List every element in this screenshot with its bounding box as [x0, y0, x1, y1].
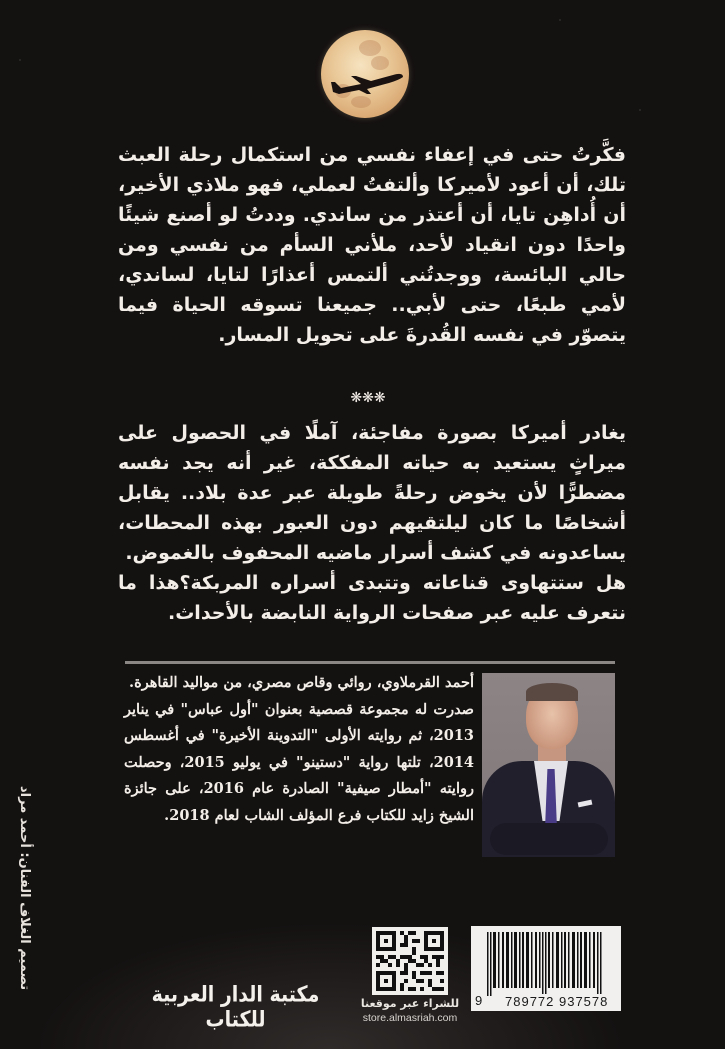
isbn-barcode [471, 926, 621, 1011]
publisher-logo: مكتبة الدار العربية للكتاب [151, 981, 320, 1033]
blurb-paragraph-2: يغادر أميركا بصورة مفاجئة، آملًا في الحصول على ميراثٍ يستعيد به حياته المفككة، غير أنه يجد نفسه مضطرًّا لأن يخوض رحلةً طويلة عبر عدة بلاد.. يقابل أشخاصًا ما كان ليلتقيهم دون العبور بهذه المحطات، يساعدونه في كشف أسرار ماضيه المحفوف بالغموض. [118, 422, 626, 564]
divider-line [125, 661, 615, 664]
author-bio-line-1: أحمد القرملاوي، روائي وقاص مصري، من مواليد القاهرة. [129, 674, 474, 691]
airplane-icon [321, 30, 409, 118]
author-bio-line-2: صدرت له مجموعة قصصية بعنوان "أول عباس" في يناير 2013، ثم روايته الأولى "التدوينة الأخيرة" في أغسطس 2014، تلتها رواية "دستينو" في يوليو 2015، وحصلت روايته "أمطار صيفية" الصادرة عام 2016، على جائزة الشيخ زايد للكتاب فرع المؤلف الشاب لعام 2018. [124, 700, 474, 824]
blurb-paragraph-1: فكَّرتُ حتى في إعفاء نفسي من استكمال رحلة العبث تلك، أن أعود لأميركا وألتفتُ لعملي، فهو ملاذي الأخير، أن أُداهِن تايا، أن أعتذر من ساندي. وددتُ لو أصنع شيئًا واحدًا دون انقياد لأحد، ملأني السأم من نفسي ومن حالي البائسة، ووجدتُني ألتمس أعذارًا لتايا، لساندي، لأمي طبعًا، حتى لأبي.. جميعنا تسوقه الحياة فيما يتصوّر في نفسه القُدرةَ على تحويل المسار. [118, 144, 626, 346]
blurb-excerpt [118, 140, 626, 350]
store-url[interactable]: store.almasriah.com [362, 1012, 458, 1024]
isbn-lead-digit: 9 [475, 993, 483, 1008]
qr-code-icon [372, 927, 448, 995]
cover-design-credit: تصميم الغلاف الفنان: أحمد مراد [17, 785, 32, 990]
barcode-bars-icon [483, 932, 609, 996]
blurb-synopsis [118, 418, 626, 628]
photo-hair [526, 683, 578, 701]
blurb-paragraph-3: هل ستتهاوى قناعاته وتتبدى أسراره المربكة؟هذا ما نتعرف عليه عبر صفحات الرواية النابضة بالأحداث. [118, 572, 626, 624]
section-separator: ❋❋❋ [350, 390, 386, 406]
author-photo [482, 673, 615, 857]
qr-code[interactable] [372, 927, 448, 995]
photo-crossed-arms [490, 823, 608, 855]
isbn-digits: 789772 937578 [505, 994, 609, 1009]
moon-airplane-image [321, 30, 409, 118]
author-bio [124, 670, 474, 829]
qr-purchase-label: للشراء عبر موقعنا [360, 997, 460, 1010]
